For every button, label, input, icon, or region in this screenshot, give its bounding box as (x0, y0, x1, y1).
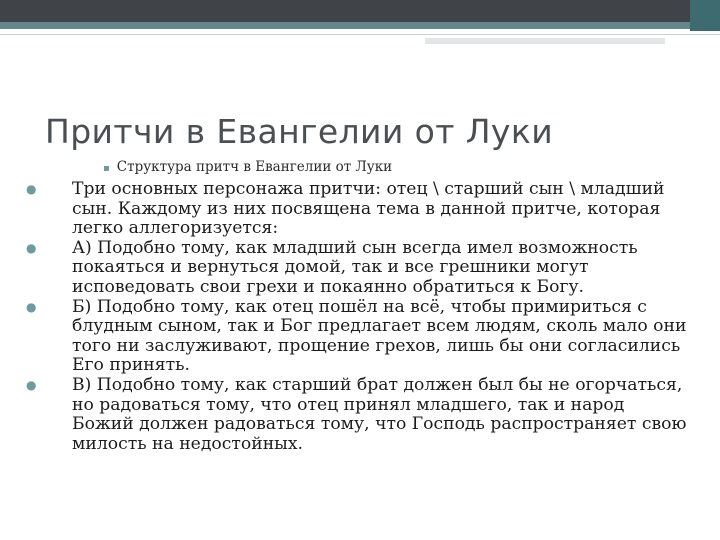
header-gray-block (425, 38, 665, 44)
slide-title: Притчи в Евангелии от Луки (45, 112, 554, 151)
header-teal-stripe (0, 22, 720, 29)
bullet-item (26, 180, 691, 239)
bullet-item (26, 239, 691, 298)
bullet-item (26, 298, 691, 376)
bullet-text: А) Подобно тому, как младший сын всегда имел возможность покаяться и вернуться домой, так и все грешники могут исповедовать свои грехи и покаянно обратиться к Богу. (72, 237, 638, 297)
bullet-dot-icon: ● (26, 377, 37, 392)
subtitle (103, 159, 392, 175)
bullet-text: В) Подобно тому, как старший брат должен был бы не огорчаться, но радоваться тому, что отец принял младшего, так и народ Божий должен радоваться тому, что Господь распространяет свою милость на недостойных. (72, 374, 687, 454)
bullet-dot-icon: ● (26, 299, 37, 314)
bullet-item (26, 376, 691, 454)
bullet-text: Три основных персонажа притчи: отец \ старший сын \ младший сын. Каждому из них посвящена тема в данной притче, которая легко аллегоризуется: (72, 179, 665, 239)
bullet-dot-icon: ● (26, 182, 37, 196)
header-divider (0, 34, 720, 35)
bullet-dot-icon: ● (26, 240, 37, 255)
bullet-list (26, 180, 691, 454)
subtitle-bullet-icon: ▪ (103, 163, 110, 174)
bullet-text: Б) Подобно тому, как отец пошёл на всё, чтобы примириться с блудным сыном, так и Бог предлагает всем людям, сколь мало они того ни заслуживают, прощение грехов, лишь бы они согласились Его принять. (72, 296, 687, 376)
corner-accent-box (690, 0, 720, 31)
subtitle-text: Структура притч в Евангелии от Луки (116, 159, 393, 175)
